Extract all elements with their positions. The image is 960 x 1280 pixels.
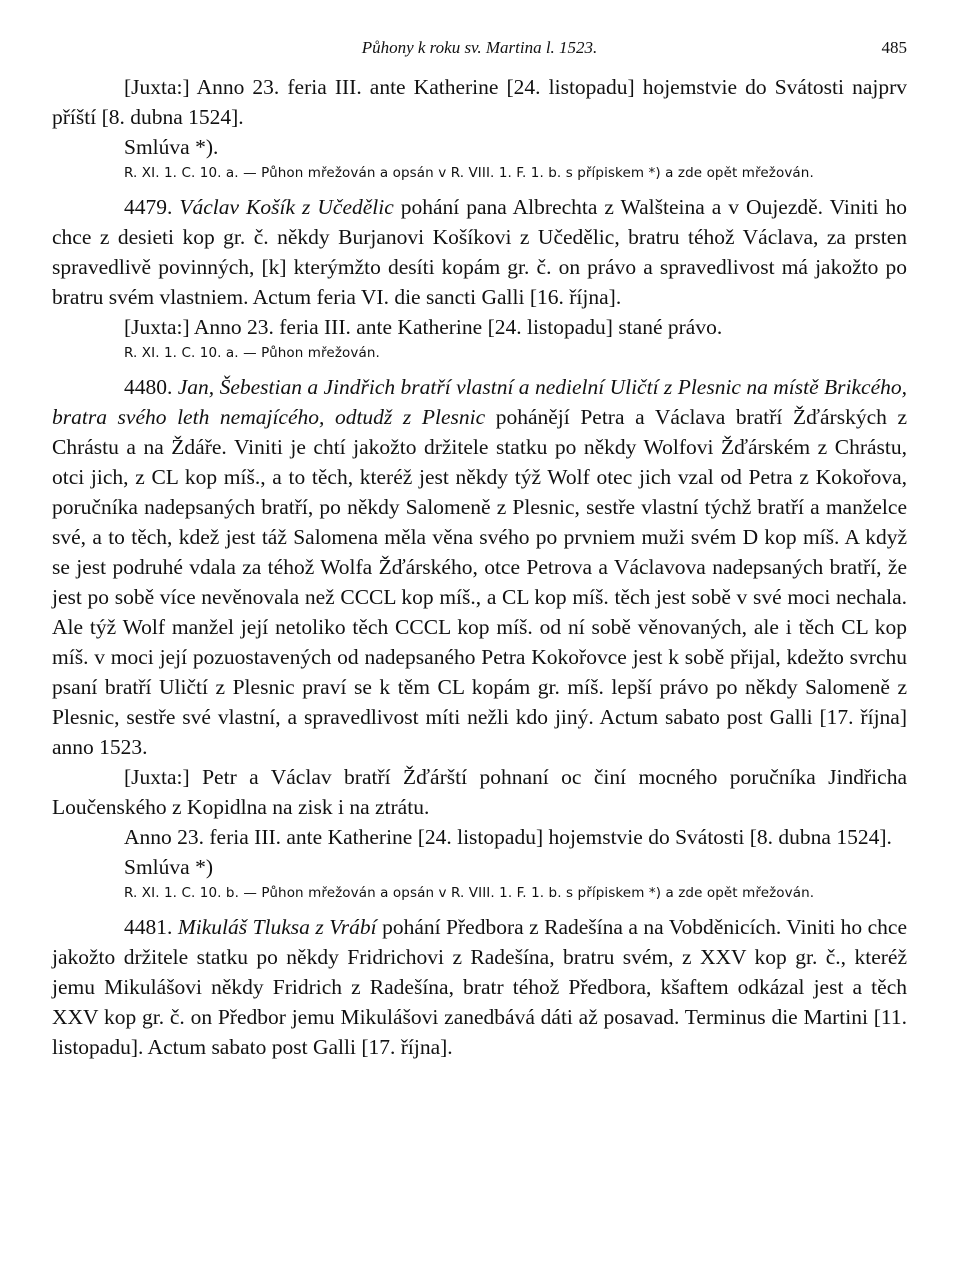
juxta-note: [Juxta:] Anno 23. feria III. ante Katherine [24. listopadu] hojemstvie do Svátosti najprv příští [8. dubna 1524].	[52, 75, 907, 129]
source-note: R. XI. 1. C. 10. b. — Půhon mřežován a opsán v R. VIII. 1. F. 1. b. s přípiskem *) a zde opět mřežován.	[124, 885, 815, 901]
source-note: R. XI. 1. C. 10. a. — Půhon mřežován a opsán v R. VIII. 1. F. 1. b. s přípiskem *) a zde opět mřežován.	[124, 165, 814, 181]
juxta-note: [Juxta:] Anno 23. feria III. ante Katherine [24. listopadu] stané právo.	[124, 315, 723, 339]
smluva-line: Smlúva *).	[124, 135, 219, 159]
entry-number: 4480.	[124, 375, 173, 399]
entry-parties: Mikuláš Tluksa z Vrábí	[177, 915, 377, 939]
entry-number: 4481.	[124, 915, 173, 939]
entry-4481	[52, 912, 907, 1062]
entry-4479	[52, 192, 907, 312]
juxta-note: [Juxta:] Petr a Václav bratří Žďárští pohnaní oc činí mocného poručníka Jindřicha Loučenského z Kopidlna na zisk i na ztrátu.	[52, 765, 907, 819]
entry-text: pohání Předbora z Radešína a na Vobděnicích. Viniti ho chce jakožto držitele statku po někdy Fridrichovi z Radešína, bratru svém, z XXV kop gr. č., kteréž jemu Mikulášovi někdy Fridrich z Radešína, bratr téhož Předbora, kšaftem odkázal jest a těch XXV kop gr. č. on Předbor jemu Mikulášovi zanedbává dáti až posavad. Terminus die Martini [11. listopadu]. Actum sabato post Galli [17. října].	[52, 915, 907, 1059]
entry-parties: Václav Košík z Učedělic	[179, 195, 394, 219]
entry-parties: Jan, Šebestian a Jindřich bratří vlastní a nedielní Uličtí z Plesnic na místě Brikcého, bratra svého leth nemajícého, odtudž z Plesnic	[52, 375, 907, 429]
entry-number: 4479.	[124, 195, 173, 219]
page-number: 485	[881, 38, 907, 57]
entry-text: pohání pana Albrechta z Walšteina a v Oujezdě. Viniti ho chce z desieti kop gr. č. někdy Burjanovi Košíkovi z Učedělic, bratru téhož Václava, za prsten spravedlivě povinných, [k] kterýmžto desíti kopám gr. č. on právo a spravedlivost má jakožto po bratru svém vlastniem. Actum feria VI. die sancti Galli [16. října].	[52, 195, 908, 309]
page-header	[52, 38, 907, 72]
document-page	[52, 38, 907, 1062]
entry-4480	[52, 372, 907, 762]
source-note: R. XI. 1. C. 10. a. — Půhon mřežován.	[124, 345, 380, 361]
entry-text: pohánějí Petra a Václava bratří Žďárských z Chrástu a na Ždáře. Viniti je chtí jakožto držitele statku po někdy Wolfovi Žďárském z Chrástu, otci jich, z CL kop míš., a to těch, kteréž jest někdy týž Wolf otec jich vzal od Petra z Kokořova, poručníka nadepsaných bratří, po někdy Salomeně z Plesnic, sestře vlastní týchž bratří a manželce své, a to těch, kdež jest táž Salomena měla věna svého po prvniem muži svém D kop míš. A když se jest podruhé vdala za téhož Wolfa Žďárského, otce Petrova a Václavova nadepsaných bratří, že jest po sobě více nevěnovala než CCCL kop míš., a CL kop míš. těch jest sobě v své moci nechala. Ale týž Wolf manžel její netoliko těch CCCL kop míš. od ní sobě věnovaných, ale i těch CL kop míš. v moci její pozuostavených od nadepsaného Petra Kokořovce jest k sobě přijal, kdežto svrchu psaní bratří Uličtí z Plesnic praví se k těm CL kopám gr. míš. lepší právo po někdy Salomeně z Plesnic, sestře své vlastní, a spravedlivost míti nežli kdo jiný. Actum sabato post Galli [17. října] anno 1523.	[52, 405, 908, 759]
running-title: Půhony k roku sv. Martina l. 1523.	[361, 38, 598, 57]
anno-note: Anno 23. feria III. ante Katherine [24. listopadu] hojemstvie do Svátosti [8. dubna 1524].	[124, 825, 892, 849]
smluva-line: Smlúva *)	[124, 855, 213, 879]
